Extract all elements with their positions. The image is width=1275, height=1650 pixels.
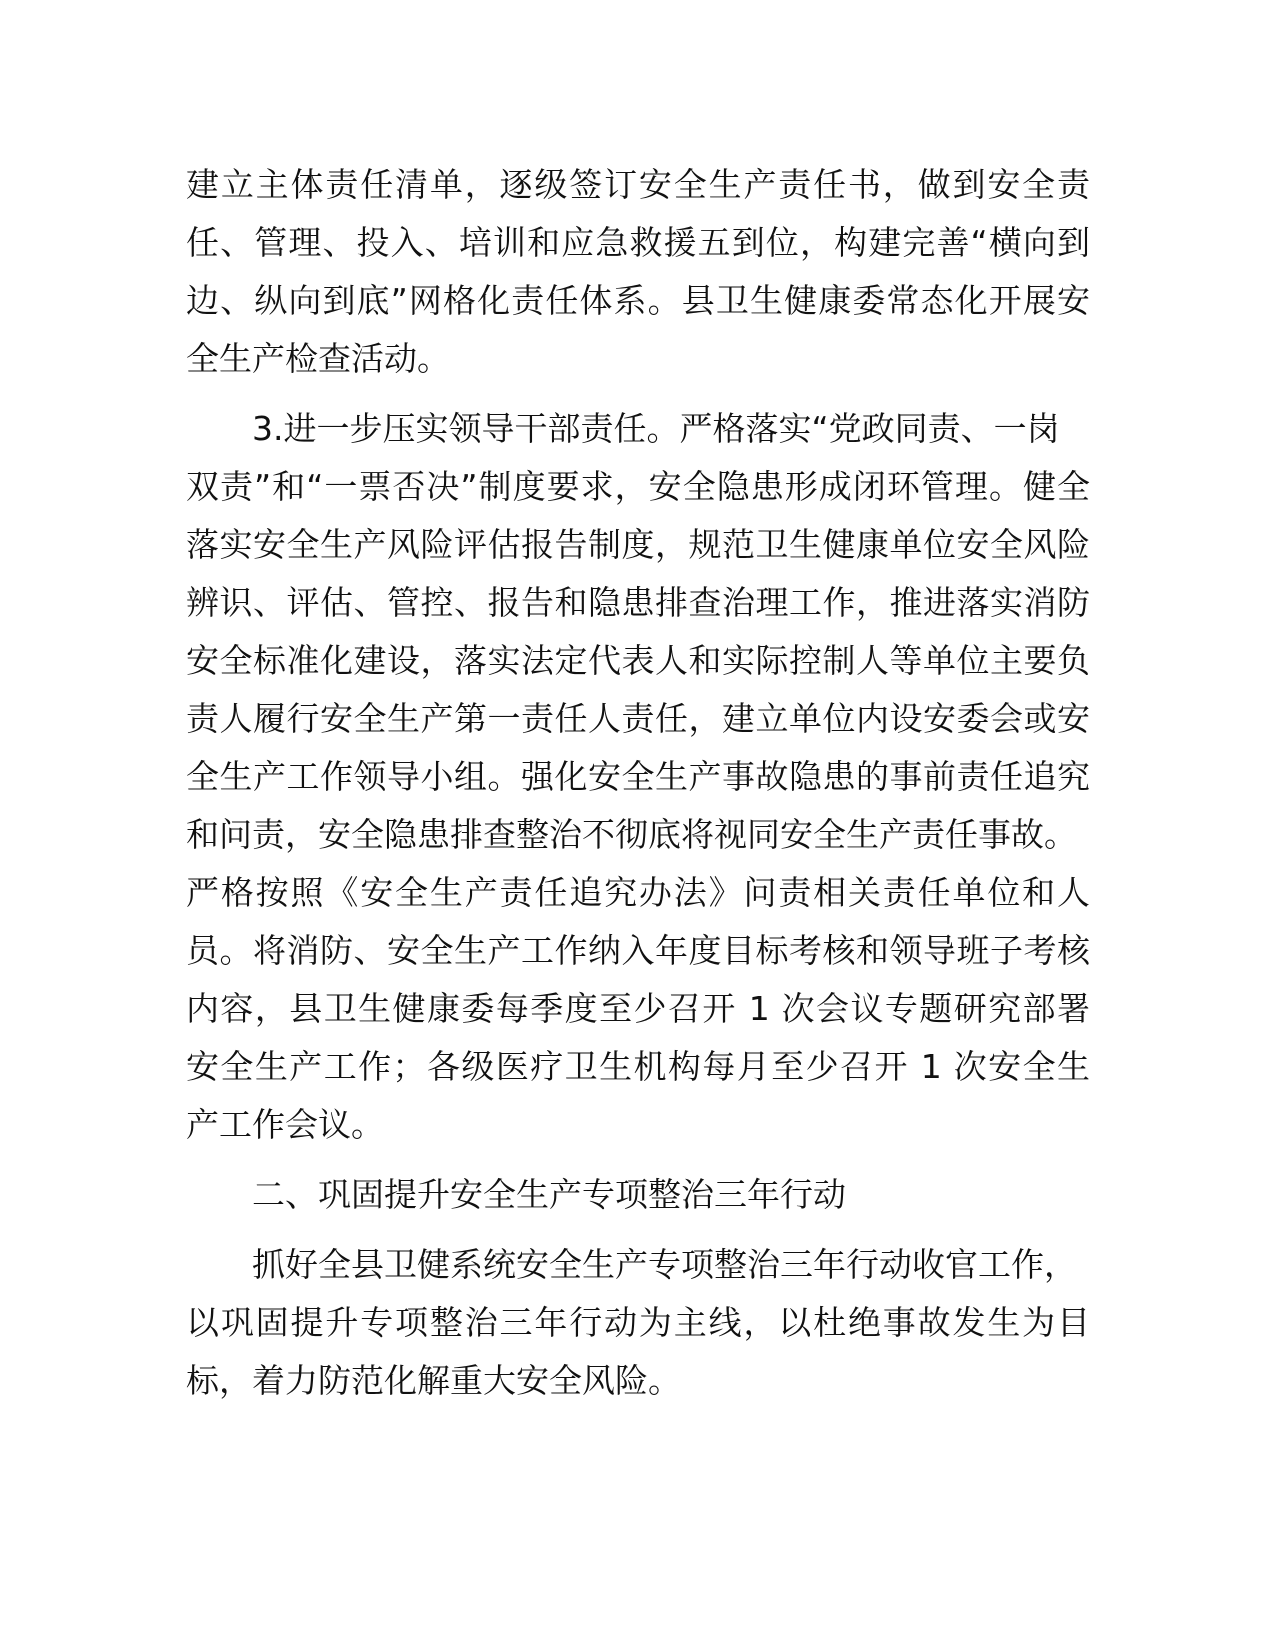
text-line: 以巩固提升专项整治三年行动为主线，以杜绝事故发生为目 xyxy=(186,1303,1090,1342)
text-line: 边、纵向到底”网格化责任体系。县卫生健康委常态化开展安 xyxy=(186,281,1090,320)
text-line: 3.进一步压实领导干部责任。严格落实“党政同责、一岗 xyxy=(252,409,1060,448)
text-line: 辨识、评估、管控、报告和隐患排查治理工作，推进落实消防 xyxy=(186,583,1090,622)
text-line: 双责”和“一票否决”制度要求，安全隐患形成闭环管理。健全 xyxy=(186,467,1090,506)
text-line: 和问责，安全隐患排查整治不彻底将视同安全生产责任事故。 xyxy=(186,815,1077,854)
text-line: 安全生产工作；各级医疗卫生机构每月至少召开 1 次安全生 xyxy=(186,1047,1090,1086)
text-line: 员。将消防、安全生产工作纳入年度目标考核和领导班子考核 xyxy=(186,931,1090,970)
text-line: 责人履行安全生产第一责任人责任，建立单位内设安委会或安 xyxy=(186,699,1090,738)
text-line: 严格按照《安全生产责任追究办法》问责相关责任单位和人 xyxy=(186,873,1090,912)
text-line: 产工作会议。 xyxy=(186,1105,384,1144)
text-line: 安全标准化建设，落实法定代表人和实际控制人等单位主要负 xyxy=(186,641,1090,680)
text-line: 建立主体责任清单，逐级签订安全生产责任书，做到安全责 xyxy=(186,165,1090,204)
paragraph-leader-responsibility xyxy=(186,400,1090,1154)
section-heading xyxy=(186,1166,1090,1224)
text-line: 内容，县卫生健康委每季度至少召开 1 次会议专题研究部署 xyxy=(186,989,1090,1028)
text-line: 标，着力防范化解重大安全风险。 xyxy=(186,1361,681,1400)
document-body xyxy=(186,156,1090,1410)
paragraph-continuation xyxy=(186,156,1090,388)
text-line: 全生产工作领导小组。强化安全生产事故隐患的事前责任追究 xyxy=(186,757,1090,796)
text-line: 抓好全县卫健系统安全生产专项整治三年行动收官工作， xyxy=(252,1245,1077,1284)
text-line: 落实安全生产风险评估报告制度，规范卫生健康单位安全风险 xyxy=(186,525,1090,564)
text-line: 任、管理、投入、培训和应急救援五到位，构建完善“横向到 xyxy=(186,223,1090,262)
paragraph-special-rectification xyxy=(186,1236,1090,1410)
text-line: 全生产检查活动。 xyxy=(186,339,450,378)
heading-line: 二、巩固提升安全生产专项整治三年行动 xyxy=(252,1175,846,1214)
